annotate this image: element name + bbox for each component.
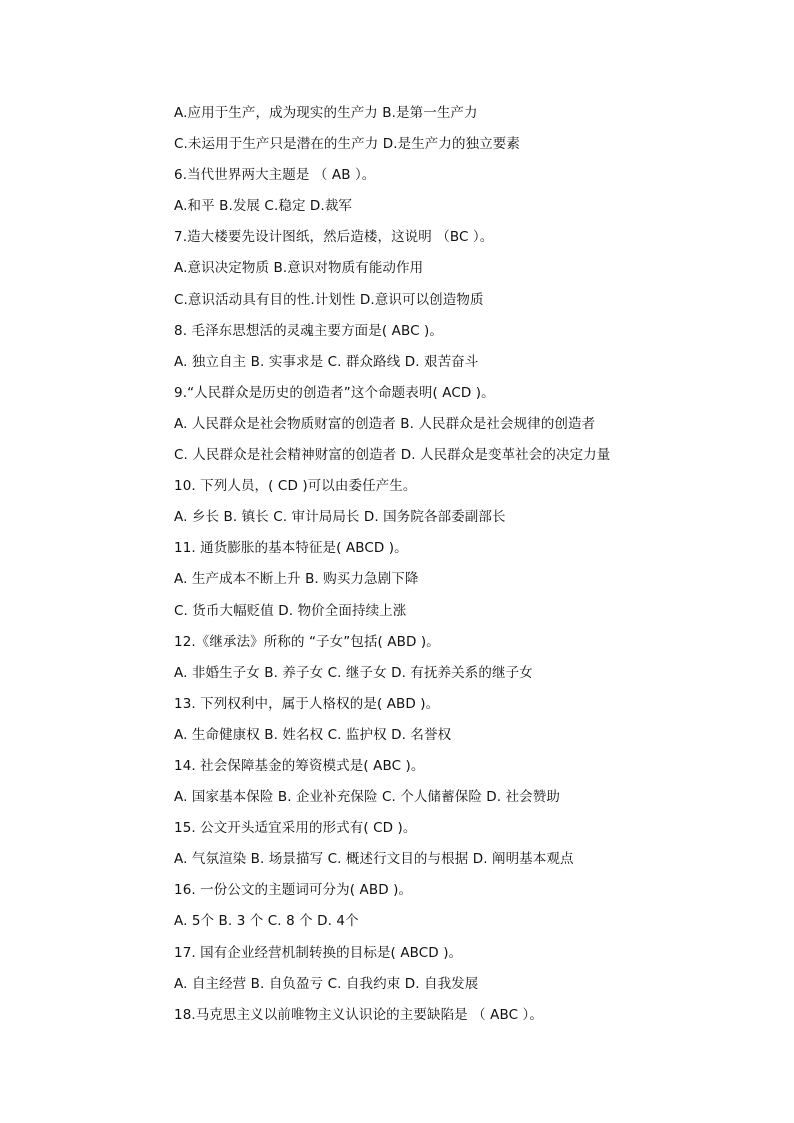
options-line: A.和平 B.发展 C.稳定 D.裁军 <box>174 198 353 215</box>
options-line: A. 自主经营 B. 自负盈亏 C. 自我约束 D. 自我发展 <box>174 975 479 992</box>
text-line: C.未运用于生产只是潜在的生产力 D.是生产力的独立要素 <box>174 136 520 153</box>
question-line: 18.马克思主义以前唯物主义认识论的主要缺陷是 （ ABC ）。 <box>174 1006 543 1023</box>
options-line: A. 人民群众是社会物质财富的创造者 B. 人民群众是社会规律的创造者 <box>174 415 596 432</box>
question-line: 11. 通货膨胀的基本特征是( ABCD )。 <box>174 540 408 557</box>
question-line: 10. 下列人员，( CD )可以由委任产生。 <box>174 478 417 495</box>
question-line: 15. 公文开头适宜采用的形式有( CD )。 <box>174 820 417 837</box>
question-line: 14. 社会保障基金的筹资模式是( ABC )。 <box>174 757 425 774</box>
options-line: C. 人民群众是社会精神财富的创造者 D. 人民群众是变革社会的决定力量 <box>174 447 611 464</box>
question-line: 7.造大楼要先设计图纸，然后造楼，这说明 （BC ）。 <box>174 229 494 246</box>
options-line: A. 国家基本保险 B. 企业补充保险 C. 个人储蓄保险 D. 社会赞助 <box>174 789 560 806</box>
options-line: C. 货币大幅贬值 D. 物价全面持续上涨 <box>174 602 407 619</box>
options-line: A. 5个 B. 3 个 C. 8 个 D. 4个 <box>174 913 359 930</box>
question-line: 9.“人民群众是历史的创造者”这个命题表明( ACD )。 <box>174 384 495 401</box>
question-line: 12.《继承法》所称的 “子女”包括( ABD )。 <box>174 633 440 650</box>
options-line: A. 乡长 B. 镇长 C. 审计局局长 D. 国务院各部委副部长 <box>174 509 506 526</box>
text-line: A.应用于生产，成为现实的生产力 B.是第一生产力 <box>174 105 478 121</box>
options-line: A. 非婚生子女 B. 养子女 C. 继子女 D. 有抚养关系的继子女 <box>174 664 533 681</box>
options-line: A. 独立自主 B. 实事求是 C. 群众路线 D. 艰苦奋斗 <box>174 353 479 370</box>
options-line: A. 生产成本不断上升 B. 购买力急剧下降 <box>174 571 419 588</box>
question-line: 6.当代世界两大主题是 （ AB ）。 <box>174 167 376 184</box>
question-line: 8. 毛泽东思想活的灵魂主要方面是( ABC )。 <box>174 322 443 339</box>
question-line: 17. 国有企业经营机制转换的目标是( ABCD )。 <box>174 944 463 961</box>
question-line: 16. 一份公文的主题词可分为( ABD )。 <box>174 882 413 899</box>
question-line: 13. 下列权利中，属于人格权的是( ABD )。 <box>174 695 440 712</box>
options-line: A. 生命健康权 B. 姓名权 C. 监护权 D. 名誉权 <box>174 726 452 743</box>
options-line: A. 气氛渲染 B. 场景描写 C. 概述行文目的与根据 D. 阐明基本观点 <box>174 851 574 868</box>
options-line: C.意识活动具有目的性.计划性 D.意识可以创造物质 <box>174 291 484 308</box>
options-line: A.意识决定物质 B.意识对物质有能动作用 <box>174 260 424 277</box>
question-list <box>174 100 774 1033</box>
